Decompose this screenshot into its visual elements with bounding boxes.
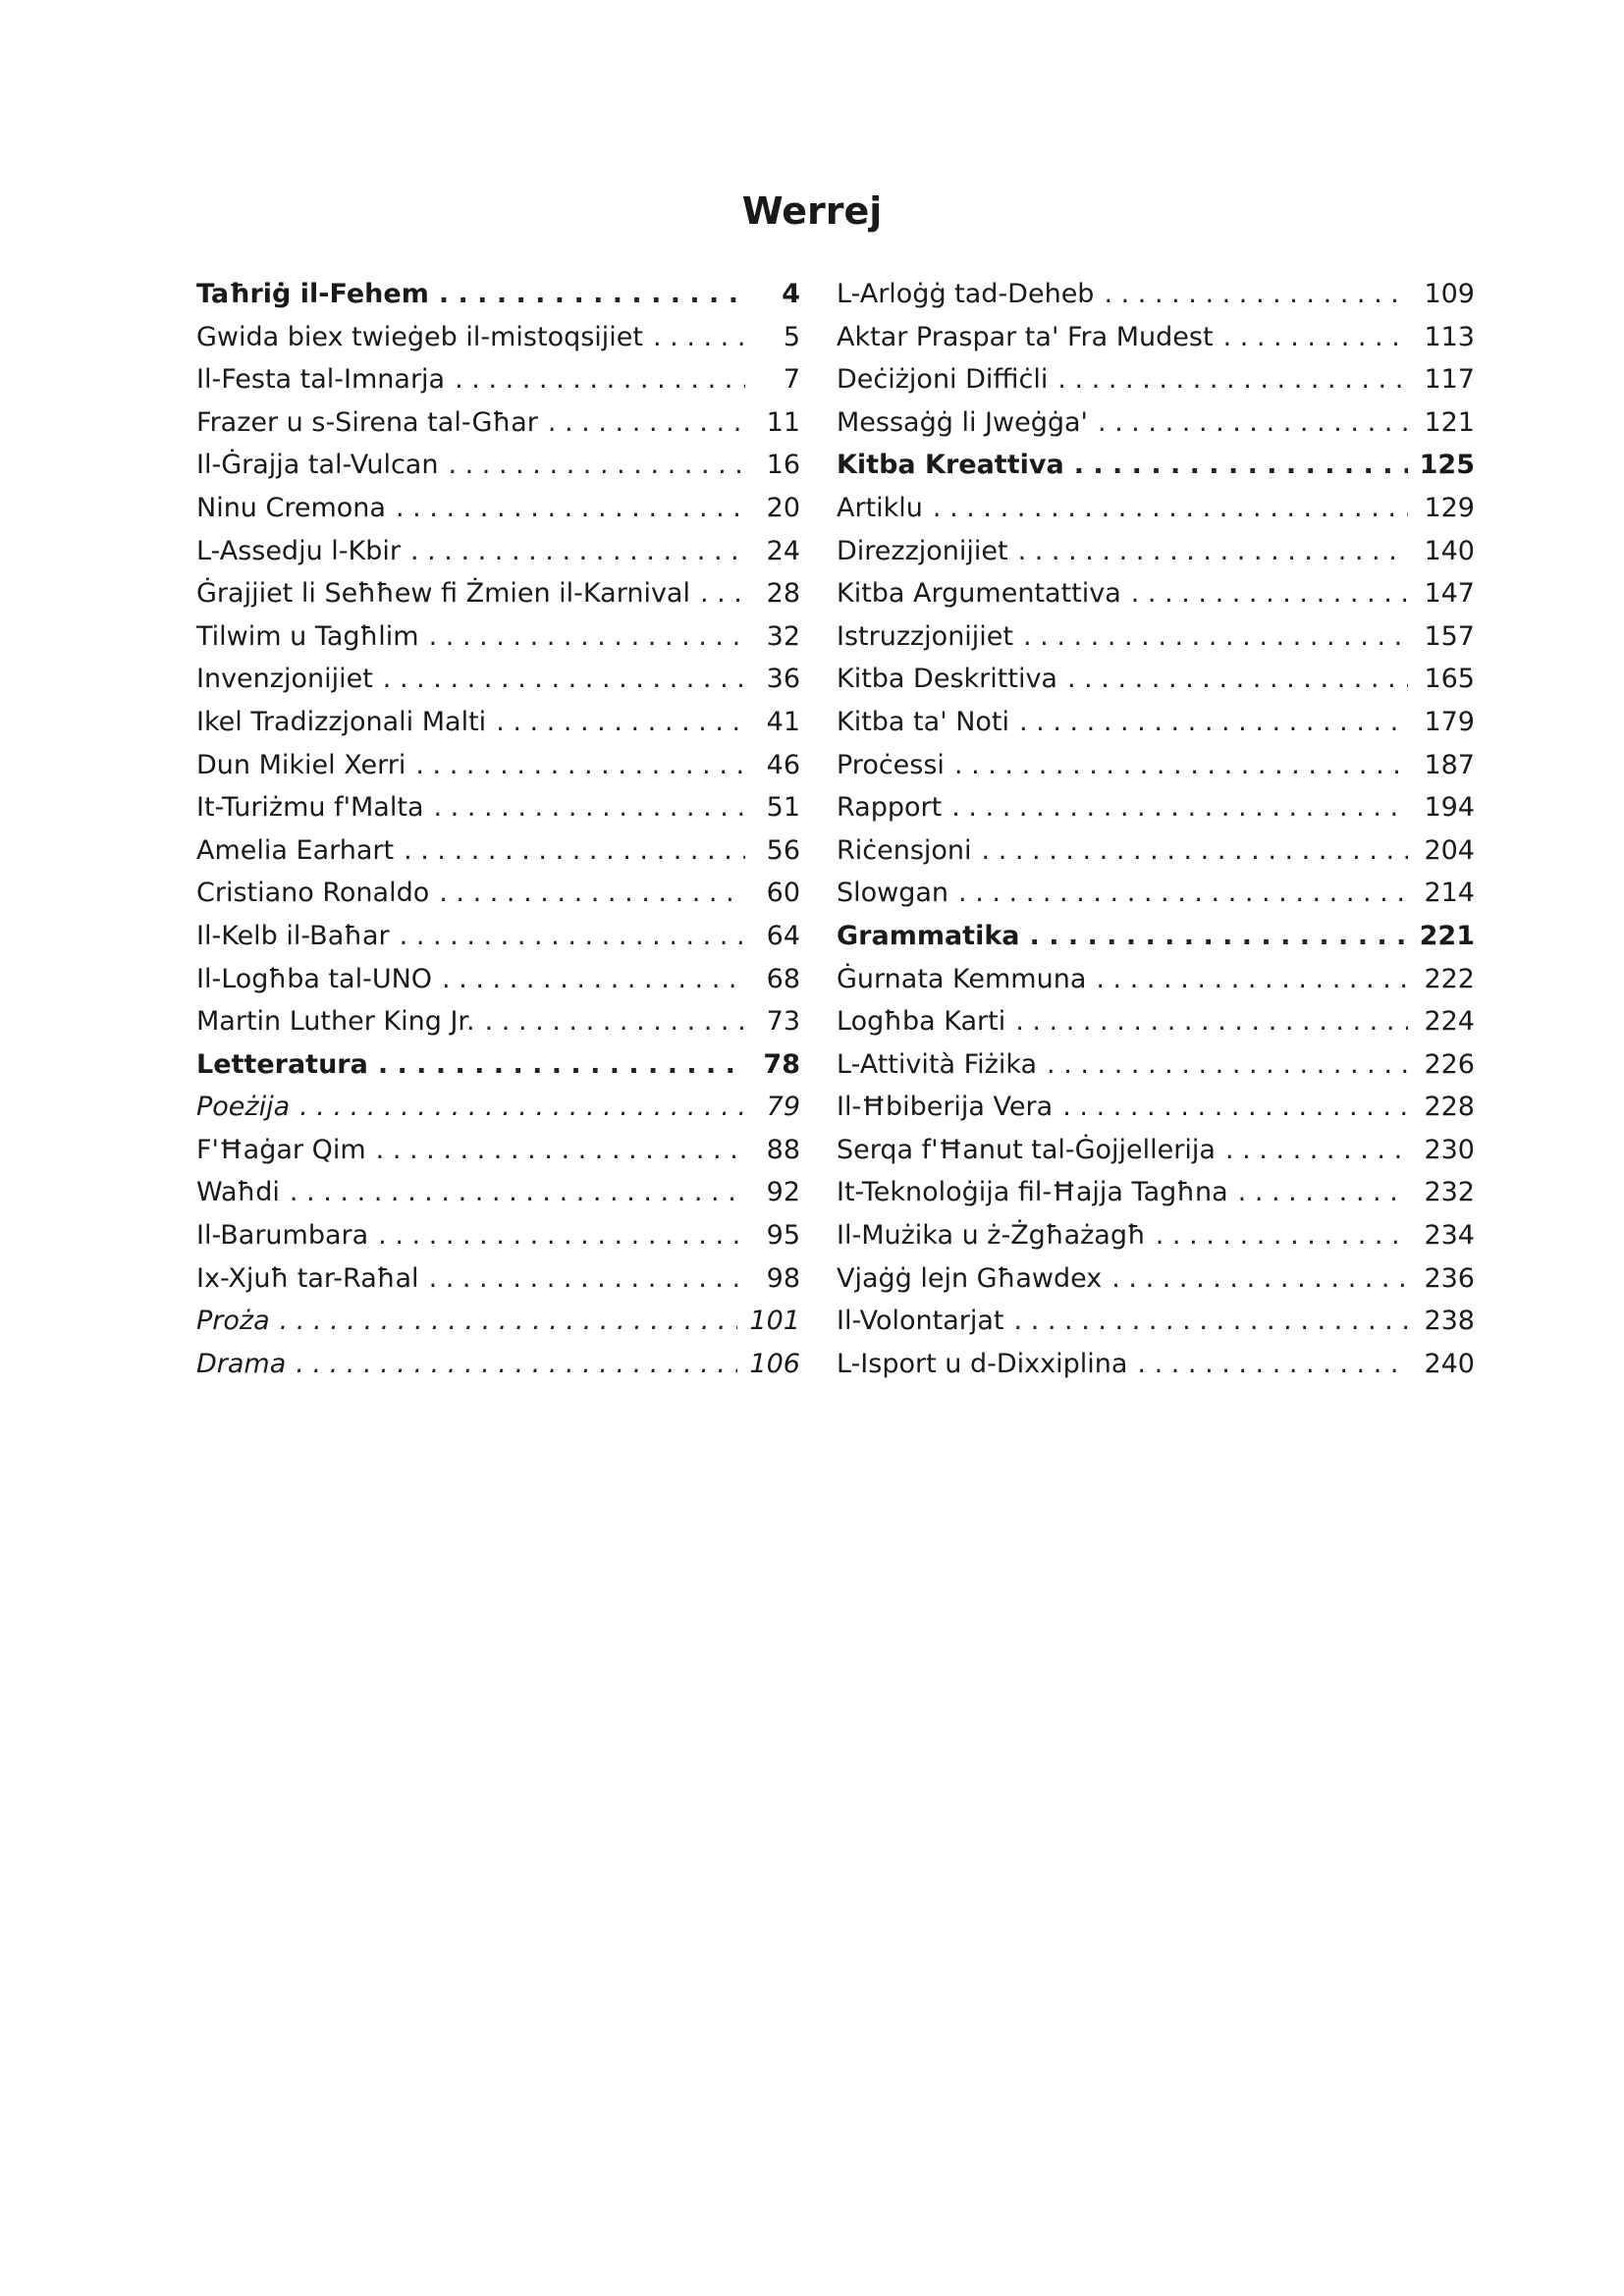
toc-entry-title: Serqa f'Ħanut tal-Ġojjellerija (837, 1134, 1216, 1165)
toc-entry-title: Drama (196, 1348, 287, 1379)
toc-entry-title: Amelia Earhart (196, 834, 395, 866)
dot-leader (496, 701, 745, 744)
toc-entry-title: Poeżija (196, 1092, 291, 1123)
toc-entry-page-number: 95 (766, 1220, 800, 1252)
toc-entry (837, 1214, 1475, 1257)
dot-leader (439, 872, 745, 915)
toc-entry-title: L-Arloġġ tad-Deheb (837, 279, 1095, 309)
toc-entry-title: Kitba Argumentattiva (837, 578, 1121, 610)
dot-leader (1096, 958, 1408, 1001)
toc-entry-title: Logħba Karti (837, 1006, 1006, 1038)
dot-leader (1047, 1043, 1408, 1087)
toc-entry-title: Proċessi (837, 749, 945, 780)
dot-leader (400, 915, 745, 958)
toc-entry (837, 1086, 1475, 1129)
toc-entry-title: Il-Logħba tal-UNO (196, 963, 433, 994)
toc-entry (196, 1257, 800, 1301)
toc-entry (196, 786, 800, 829)
toc-entry-page-number: 24 (766, 535, 800, 566)
dot-leader (455, 358, 745, 401)
dot-leader (1018, 530, 1408, 573)
toc-entry-page-number: 236 (1424, 1262, 1475, 1294)
toc-entry-title: Vjaġġ lejn Għawdex (837, 1262, 1103, 1294)
toc-entry (196, 401, 800, 445)
dot-leader (296, 1343, 737, 1386)
toc-entry-title: L-Attività Fiżika (837, 1048, 1038, 1080)
toc-entry-page-number: 28 (766, 578, 800, 610)
toc-entry (837, 1343, 1475, 1386)
toc-entry-title: F'Ħaġar Qim (196, 1134, 366, 1165)
toc-section-heading (837, 444, 1475, 487)
toc-entry-page-number: 121 (1424, 406, 1475, 438)
toc-entry-page-number: 98 (766, 1262, 800, 1294)
toc-entry-title: Istruzzjonijiet (837, 620, 1014, 652)
toc-entry-page-number: 226 (1424, 1048, 1475, 1080)
dot-leader (299, 1086, 745, 1129)
toc-entry-page-number: 165 (1424, 664, 1475, 695)
toc-entry-page-number: 222 (1424, 963, 1475, 994)
toc-entry (196, 1000, 800, 1043)
toc-entry (196, 615, 800, 659)
toc-entry-page-number: 204 (1424, 834, 1475, 866)
toc-entry (837, 829, 1475, 873)
toc-entry (196, 1086, 800, 1129)
toc-entry (837, 958, 1475, 1001)
toc-entry-title: It-Turiżmu f'Malta (196, 792, 424, 824)
dot-leader (410, 530, 745, 573)
dot-leader (954, 744, 1408, 787)
toc-entry-page-number: 214 (1424, 878, 1475, 909)
dot-leader (1223, 316, 1408, 359)
toc-entry (196, 1300, 800, 1343)
toc-entry-page-number: 224 (1424, 1006, 1475, 1038)
dot-leader (429, 615, 745, 659)
toc-entry-title: Martin Luther King Jr. (196, 1006, 475, 1038)
dot-leader (1225, 1129, 1408, 1172)
dot-leader (1098, 401, 1408, 445)
toc-entry-title: Waħdi (196, 1177, 280, 1208)
toc-entry (196, 958, 800, 1001)
dot-leader (280, 1300, 738, 1343)
dot-leader (1030, 915, 1408, 958)
toc-entry (837, 1171, 1475, 1214)
toc-entry (837, 1257, 1475, 1301)
dot-leader (1014, 1300, 1408, 1343)
dot-leader (485, 1000, 745, 1043)
toc-entry-title: Il-Festa tal-Imnarja (196, 364, 446, 396)
dot-leader (700, 572, 745, 615)
toc-entry-page-number: 117 (1424, 364, 1475, 396)
toc-entry (837, 701, 1475, 744)
toc-entry-title: Riċensjoni (837, 834, 972, 866)
toc-entry-page-number: 228 (1424, 1092, 1475, 1123)
toc-entry-page-number: 78 (763, 1048, 800, 1080)
dot-leader (1019, 701, 1408, 744)
toc-entry-page-number: 106 (749, 1348, 800, 1379)
toc-entry (196, 530, 800, 573)
dot-leader (442, 958, 745, 1001)
toc-entry (196, 701, 800, 744)
toc-entry-title: Cristiano Ronaldo (196, 878, 430, 909)
toc-entry (196, 658, 800, 701)
toc-entry-title: Il-Barumbara (196, 1220, 369, 1252)
toc-section-heading (196, 273, 800, 316)
toc-entry-page-number: 129 (1424, 492, 1475, 523)
toc-entry (196, 572, 800, 615)
dot-leader (1074, 444, 1408, 487)
toc-entry-title: Dun Mikiel Xerri (196, 749, 406, 780)
dot-leader (982, 829, 1408, 873)
toc-entry-page-number: 73 (766, 1006, 800, 1038)
toc-entry-title: Ix-Xjuħ tar-Raħal (196, 1262, 419, 1294)
toc-entry (837, 615, 1475, 659)
dot-leader (415, 744, 745, 787)
toc-entry-title: L-Isport u d-Dixxiplina (837, 1348, 1128, 1379)
toc-entry (196, 316, 800, 359)
toc-entry (196, 872, 800, 915)
dot-leader (439, 273, 745, 316)
toc-entry-title: Gwida biex twieġeb il-mistoqsijiet (196, 321, 643, 352)
toc-entry-page-number: 109 (1424, 279, 1475, 309)
toc-entry-page-number: 230 (1424, 1134, 1475, 1165)
dot-leader (378, 1043, 745, 1087)
toc-entry-page-number: 41 (766, 706, 800, 737)
dot-leader (548, 401, 745, 445)
toc-entry-page-number: 221 (1419, 920, 1475, 951)
toc-entry (837, 1000, 1475, 1043)
toc-entry-page-number: 101 (749, 1306, 800, 1337)
dot-leader (1057, 358, 1408, 401)
toc-entry-page-number: 5 (783, 321, 800, 352)
dot-leader (653, 316, 745, 359)
toc-entry-title: Ikel Tradizzjonali Malti (196, 706, 487, 737)
toc-entry-page-number: 92 (766, 1177, 800, 1208)
toc-entry (837, 1129, 1475, 1172)
toc-entry (837, 530, 1475, 573)
toc-entry-title: Il-Ħbiberija Vera (837, 1092, 1054, 1123)
dot-leader (429, 1257, 745, 1301)
toc-entry-page-number: 60 (766, 878, 800, 909)
dot-leader (958, 872, 1408, 915)
toc-entry-page-number: 20 (766, 492, 800, 523)
toc-entry-title: Letteratura (196, 1048, 368, 1080)
dot-leader (448, 444, 745, 487)
dot-leader (434, 786, 746, 829)
toc-entry-page-number: 51 (766, 792, 800, 824)
toc-entry-page-number: 4 (782, 279, 800, 309)
toc-section-heading (196, 1043, 800, 1087)
toc-section-heading (837, 915, 1475, 958)
toc-entry-page-number: 125 (1419, 450, 1475, 481)
toc-entry (196, 444, 800, 487)
toc-entry-page-number: 88 (766, 1134, 800, 1165)
dot-leader (1104, 273, 1408, 316)
toc-entry-title: It-Teknoloġija fil-Ħajja Tagħna (837, 1177, 1228, 1208)
toc-entry-title: Rapport (837, 792, 943, 824)
dot-leader (376, 1129, 745, 1172)
dot-leader (1062, 1086, 1408, 1129)
toc-entry (196, 1214, 800, 1257)
toc-entry-page-number: 68 (766, 963, 800, 994)
toc-entry-page-number: 140 (1424, 535, 1475, 566)
toc-entry-title: Frazer u s-Sirena tal-Għar (196, 406, 538, 438)
toc-entry (837, 786, 1475, 829)
toc-entry-page-number: 234 (1424, 1220, 1475, 1252)
toc-entry-page-number: 7 (783, 364, 800, 396)
toc-entry-page-number: 46 (766, 749, 800, 780)
toc-entry-title: Ninu Cremona (196, 492, 386, 523)
dot-leader (1238, 1171, 1408, 1214)
dot-leader (1067, 658, 1408, 701)
toc-entry-page-number: 79 (766, 1092, 800, 1123)
toc-entry-title: Kitba Deskrittiva (837, 664, 1057, 695)
toc-entry-page-number: 179 (1424, 706, 1475, 737)
toc-entry-page-number: 238 (1424, 1306, 1475, 1337)
toc-entry-page-number: 56 (766, 834, 800, 866)
toc-entry-title: Il-Volontarjat (837, 1306, 1004, 1337)
toc-entry-page-number: 240 (1424, 1348, 1475, 1379)
toc-entry-title: Aktar Praspar ta' Fra Mudest (837, 321, 1214, 352)
toc-entry-page-number: 232 (1424, 1177, 1475, 1208)
dot-leader (1131, 572, 1408, 615)
dot-leader (396, 487, 745, 530)
page-title: Werrej (741, 189, 883, 233)
toc-entry (196, 915, 800, 958)
toc-entry-title: Artiklu (837, 492, 923, 523)
toc-entry-title: Deċiżjoni Diffiċli (837, 364, 1049, 396)
toc-entry (196, 829, 800, 873)
dot-leader (290, 1171, 745, 1214)
toc-entry (837, 572, 1475, 615)
toc-entry (196, 1171, 800, 1214)
toc-entry (196, 744, 800, 787)
toc-entry (837, 316, 1475, 359)
toc-entry-page-number: 157 (1424, 620, 1475, 652)
toc-entry (837, 1300, 1475, 1343)
toc-entry (837, 273, 1475, 316)
toc-entry (837, 658, 1475, 701)
toc-entry (837, 872, 1475, 915)
dot-leader (378, 1214, 745, 1257)
toc-entry (196, 358, 800, 401)
dot-leader (1023, 615, 1408, 659)
toc-entry-title: Tilwim u Tagħlim (196, 620, 419, 652)
toc-entry-title: Kitba Kreattiva (837, 450, 1064, 481)
dot-leader (951, 786, 1408, 829)
toc-entry-page-number: 147 (1424, 578, 1475, 610)
toc-entry (196, 487, 800, 530)
dot-leader (383, 658, 745, 701)
toc-entry-title: Messaġġ li Jweġġa' (837, 406, 1088, 438)
toc-entry-title: Ġurnata Kemmuna (837, 963, 1087, 994)
dot-leader (1015, 1000, 1408, 1043)
toc-entry-title: Ġrajjiet li Seħħew fi Żmien il-Karnival (196, 578, 690, 610)
dot-leader (933, 487, 1408, 530)
toc-entry-page-number: 64 (766, 920, 800, 951)
toc-entry (837, 358, 1475, 401)
toc-entry-page-number: 16 (766, 450, 800, 481)
toc-entry-page-number: 113 (1424, 321, 1475, 352)
toc-entry-title: Proża (196, 1306, 270, 1337)
toc-left-column (196, 273, 800, 1385)
toc-entry-title: Direzzjonijiet (837, 535, 1008, 566)
toc-entry-page-number: 187 (1424, 749, 1475, 780)
toc-entry-title: L-Assedju l-Kbir (196, 535, 401, 566)
dot-leader (1156, 1214, 1408, 1257)
toc-entry (837, 744, 1475, 787)
dot-leader (404, 829, 745, 873)
toc-entry-title: Slowgan (837, 878, 949, 909)
toc-entry-page-number: 32 (766, 620, 800, 652)
toc-entry-page-number: 11 (766, 406, 800, 438)
toc-entry (837, 487, 1475, 530)
toc-entry-title: Il-Ġrajja tal-Vulcan (196, 450, 439, 481)
toc-entry-title: Grammatika (837, 920, 1020, 951)
toc-entry-title: Invenzjonijiet (196, 664, 373, 695)
toc-right-column (837, 273, 1475, 1385)
toc-entry (837, 1043, 1475, 1087)
toc-entry (837, 401, 1475, 445)
toc-entry (196, 1343, 800, 1386)
toc-entry-page-number: 36 (766, 664, 800, 695)
toc-entry-title: Taħriġ il-Fehem (196, 279, 429, 309)
toc-entry-title: Il-Kelb il-Baħar (196, 920, 390, 951)
toc-entry-title: Kitba ta' Noti (837, 706, 1010, 737)
toc-entry (196, 1129, 800, 1172)
dot-leader (1137, 1343, 1408, 1386)
toc-entry-title: Il-Mużika u ż-Żgħażagħ (837, 1220, 1146, 1252)
dot-leader (1111, 1257, 1408, 1301)
toc-entry-page-number: 194 (1424, 792, 1475, 824)
